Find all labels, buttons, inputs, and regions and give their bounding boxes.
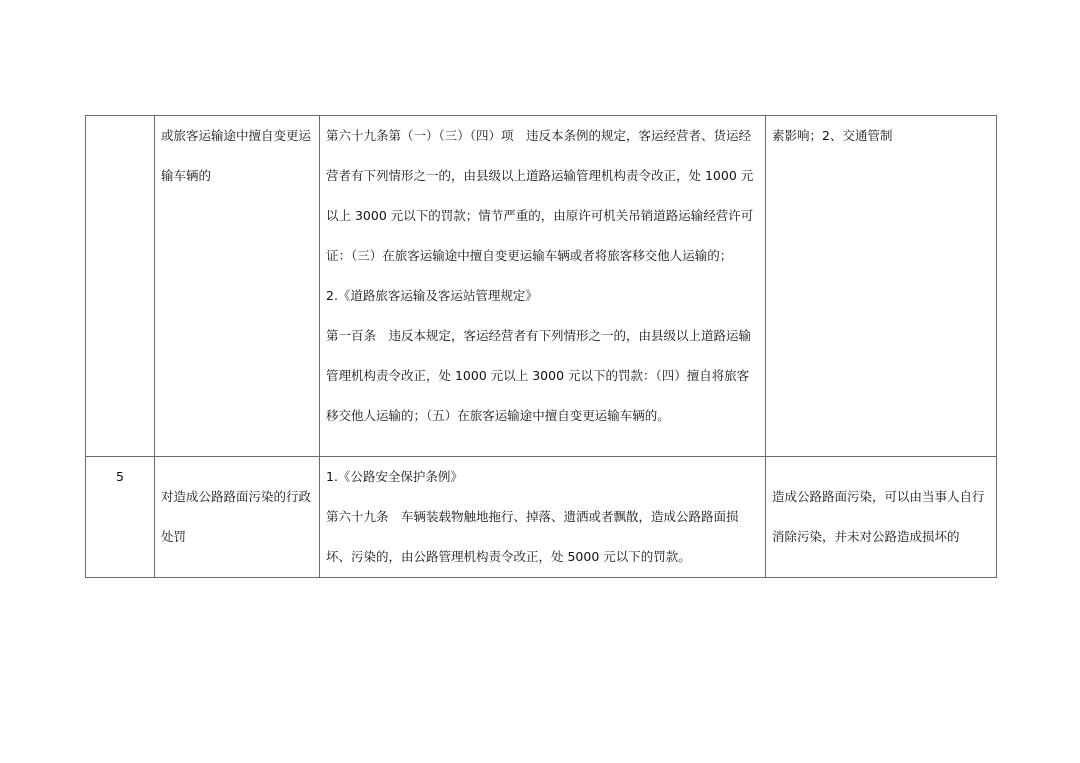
basis-paragraph: 第六十九条第（一）（三）（四）项 违反本条例的规定，客运经营者、货运经营者有下列情形之一的，由县级以上道路运输管理机构责令改正，处 1000 元以上 3000 元以下的罚款；情节严重的，由原许可机关吊销道路运输经营许可证：（三）在旅客运输途中擅自变更运输车辆或者将旅客移交他人运输的； [326,128,754,263]
basis-paragraph: 第一百条 违反本规定，客运经营者有下列情形之一的，由县级以上道路运输管理机构责令改正，处 1000 元以上 3000 元以下的罚款：（四）擅自将旅客移交他人运输的；（五）在旅客运输途中擅自变更运输车辆的。 [326,328,752,423]
table-row [86,116,997,457]
penalty-item: 对造成公路路面污染的行政处罚 [155,457,320,578]
discretion-note: 素影响；2、交通管制 [766,116,997,457]
basis-paragraph: 第六十九条 车辆装载物触地拖行、掉落、遗洒或者飘散，造成公路路面损坏、污染的，由公路管理机构责令改正，处 5000 元以下的罚款。 [326,509,739,564]
discretion-note: 造成公路路面污染，可以由当事人自行消除污染，并未对公路造成损坏的 [766,457,997,578]
legal-basis [320,116,766,457]
basis-paragraph: 1.《公路安全保护条例》 [326,469,463,484]
penalty-table [85,115,997,578]
row-number [86,116,155,457]
table-row [86,457,997,578]
penalty-item: 或旅客运输途中擅自变更运输车辆的 [155,116,320,457]
legal-basis [320,457,766,578]
row-number: 5 [86,457,155,578]
basis-paragraph: 2.《道路旅客运输及客运站管理规定》 [326,288,538,303]
